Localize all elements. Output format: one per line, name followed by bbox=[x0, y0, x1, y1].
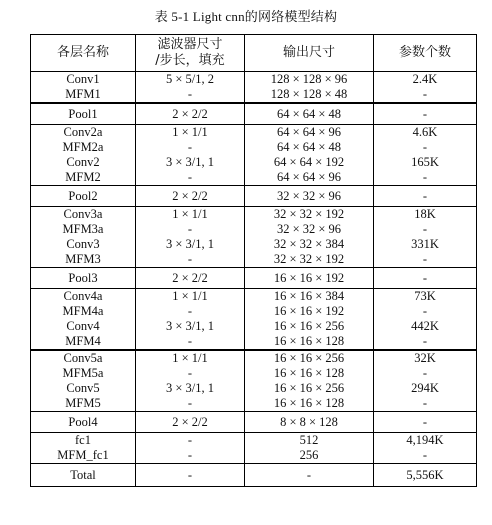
output-size-cell: 32 × 32 × 192 bbox=[245, 252, 374, 268]
row-group bbox=[31, 72, 477, 104]
filter-size-cell: - bbox=[136, 366, 245, 381]
output-size-cell: 64 × 64 × 96 bbox=[245, 125, 374, 141]
layer-name-cell: MFM4 bbox=[31, 334, 136, 350]
param-count-cell: - bbox=[374, 87, 477, 103]
header-layer-name: 各层名称 bbox=[31, 35, 136, 72]
param-count-cell: 4,194K bbox=[374, 433, 477, 449]
table-row bbox=[31, 319, 477, 334]
param-count-cell: - bbox=[374, 170, 477, 186]
param-count-cell: 18K bbox=[374, 207, 477, 223]
output-size-cell: 16 × 16 × 128 bbox=[245, 334, 374, 350]
param-count-cell: 5,556K bbox=[374, 464, 477, 487]
output-size-cell: 16 × 16 × 192 bbox=[245, 304, 374, 319]
param-count-cell: - bbox=[374, 366, 477, 381]
table-row bbox=[31, 396, 477, 412]
table-row bbox=[31, 350, 477, 366]
layer-name-cell: MFM2 bbox=[31, 170, 136, 186]
filter-size-cell: 2 × 2/2 bbox=[136, 103, 245, 125]
filter-size-cell: - bbox=[136, 448, 245, 464]
output-size-cell: 16 × 16 × 128 bbox=[245, 396, 374, 412]
table-row bbox=[31, 186, 477, 207]
table-row bbox=[31, 464, 477, 487]
row-group bbox=[31, 103, 477, 125]
table-row bbox=[31, 366, 477, 381]
output-size-cell: 512 bbox=[245, 433, 374, 449]
table-row bbox=[31, 237, 477, 252]
layer-name-cell: MFM4a bbox=[31, 304, 136, 319]
output-size-cell: 32 × 32 × 96 bbox=[245, 222, 374, 237]
filter-size-cell: - bbox=[136, 170, 245, 186]
row-group bbox=[31, 350, 477, 412]
row-group bbox=[31, 125, 477, 186]
filter-size-cell: - bbox=[136, 252, 245, 268]
layer-name-cell: MFM_fc1 bbox=[31, 448, 136, 464]
output-size-cell: 8 × 8 × 128 bbox=[245, 412, 374, 433]
param-count-cell: - bbox=[374, 140, 477, 155]
table-row bbox=[31, 412, 477, 433]
row-group bbox=[31, 268, 477, 289]
output-size-cell: 16 × 16 × 192 bbox=[245, 268, 374, 289]
param-count-cell: 165K bbox=[374, 155, 477, 170]
param-count-cell: - bbox=[374, 268, 477, 289]
network-structure-table bbox=[30, 34, 477, 487]
table-row bbox=[31, 155, 477, 170]
filter-size-cell: - bbox=[136, 87, 245, 103]
param-count-cell: 294K bbox=[374, 381, 477, 396]
table-row bbox=[31, 170, 477, 186]
param-count-cell: - bbox=[374, 304, 477, 319]
output-size-cell: 64 × 64 × 48 bbox=[245, 140, 374, 155]
table-row bbox=[31, 433, 477, 449]
table-row bbox=[31, 207, 477, 223]
param-count-cell: - bbox=[374, 412, 477, 433]
output-size-cell: 16 × 16 × 256 bbox=[245, 381, 374, 396]
table-caption: 表 5-1 Light cnn的网络模型结构 bbox=[154, 9, 338, 24]
layer-name-cell: Conv3 bbox=[31, 237, 136, 252]
output-size-cell: 16 × 16 × 384 bbox=[245, 289, 374, 305]
output-size-cell: 16 × 16 × 256 bbox=[245, 350, 374, 366]
layer-name-cell: MFM1 bbox=[31, 87, 136, 103]
filter-size-cell: - bbox=[136, 464, 245, 487]
param-count-cell: 331K bbox=[374, 237, 477, 252]
param-count-cell: - bbox=[374, 252, 477, 268]
table-row bbox=[31, 140, 477, 155]
header-filter-size: 滤波器尺寸 /步长，填充 bbox=[136, 35, 245, 72]
filter-size-cell: 3 × 3/1, 1 bbox=[136, 381, 245, 396]
table-row bbox=[31, 448, 477, 464]
filter-size-cell: - bbox=[136, 396, 245, 412]
output-size-cell: 32 × 32 × 384 bbox=[245, 237, 374, 252]
param-count-cell: - bbox=[374, 186, 477, 207]
param-count-cell: - bbox=[374, 396, 477, 412]
table-row bbox=[31, 268, 477, 289]
row-group bbox=[31, 464, 477, 487]
output-size-cell: 64 × 64 × 96 bbox=[245, 170, 374, 186]
output-size-cell: 256 bbox=[245, 448, 374, 464]
layer-name-cell: MFM2a bbox=[31, 140, 136, 155]
table-row bbox=[31, 252, 477, 268]
filter-size-cell: - bbox=[136, 140, 245, 155]
layer-name-cell: Pool2 bbox=[31, 186, 136, 207]
table-row bbox=[31, 381, 477, 396]
filter-size-cell: 2 × 2/2 bbox=[136, 412, 245, 433]
filter-size-cell: 5 × 5/1, 2 bbox=[136, 72, 245, 88]
output-size-cell: - bbox=[245, 464, 374, 487]
layer-name-cell: Conv4 bbox=[31, 319, 136, 334]
filter-size-cell: 1 × 1/1 bbox=[136, 350, 245, 366]
table-row bbox=[31, 304, 477, 319]
row-group bbox=[31, 186, 477, 207]
table-row bbox=[31, 103, 477, 125]
filter-size-cell: 3 × 3/1, 1 bbox=[136, 155, 245, 170]
param-count-cell: 4.6K bbox=[374, 125, 477, 141]
param-count-cell: - bbox=[374, 334, 477, 350]
filter-size-cell: - bbox=[136, 334, 245, 350]
filter-size-cell: 2 × 2/2 bbox=[136, 186, 245, 207]
row-group bbox=[31, 433, 477, 464]
filter-size-cell: 1 × 1/1 bbox=[136, 125, 245, 141]
layer-name-cell: MFM5 bbox=[31, 396, 136, 412]
table-row bbox=[31, 72, 477, 88]
layer-name-cell: Pool3 bbox=[31, 268, 136, 289]
layer-name-cell: Conv2a bbox=[31, 125, 136, 141]
filter-size-cell: - bbox=[136, 433, 245, 449]
layer-name-cell: Conv1 bbox=[31, 72, 136, 88]
output-size-cell: 64 × 64 × 192 bbox=[245, 155, 374, 170]
layer-name-cell: Total bbox=[31, 464, 136, 487]
output-size-cell: 128 × 128 × 96 bbox=[245, 72, 374, 88]
layer-name-cell: Conv2 bbox=[31, 155, 136, 170]
output-size-cell: 16 × 16 × 256 bbox=[245, 319, 374, 334]
layer-name-cell: Conv4a bbox=[31, 289, 136, 305]
row-group bbox=[31, 412, 477, 433]
row-group bbox=[31, 207, 477, 268]
filter-size-cell: 3 × 3/1, 1 bbox=[136, 237, 245, 252]
row-group bbox=[31, 289, 477, 351]
layer-name-cell: Conv3a bbox=[31, 207, 136, 223]
layer-name-cell: MFM3a bbox=[31, 222, 136, 237]
layer-name-cell: Pool4 bbox=[31, 412, 136, 433]
header-param-count: 参数个数 bbox=[374, 35, 477, 72]
param-count-cell: 73K bbox=[374, 289, 477, 305]
param-count-cell: 2.4K bbox=[374, 72, 477, 88]
table-row bbox=[31, 334, 477, 350]
output-size-cell: 16 × 16 × 128 bbox=[245, 366, 374, 381]
table-header bbox=[31, 35, 477, 72]
param-count-cell: - bbox=[374, 222, 477, 237]
filter-size-cell: 1 × 1/1 bbox=[136, 207, 245, 223]
param-count-cell: 442K bbox=[374, 319, 477, 334]
filter-size-cell: - bbox=[136, 304, 245, 319]
filter-size-cell: - bbox=[136, 222, 245, 237]
filter-size-cell: 2 × 2/2 bbox=[136, 268, 245, 289]
table-row bbox=[31, 289, 477, 305]
layer-name-cell: Pool1 bbox=[31, 103, 136, 125]
layer-name-cell: MFM5a bbox=[31, 366, 136, 381]
param-count-cell: - bbox=[374, 448, 477, 464]
output-size-cell: 32 × 32 × 192 bbox=[245, 207, 374, 223]
layer-name-cell: Conv5a bbox=[31, 350, 136, 366]
layer-name-cell: Conv5 bbox=[31, 381, 136, 396]
table-row bbox=[31, 87, 477, 103]
header-output-size: 输出尺寸 bbox=[245, 35, 374, 72]
layer-name-cell: MFM3 bbox=[31, 252, 136, 268]
param-count-cell: 32K bbox=[374, 350, 477, 366]
param-count-cell: - bbox=[374, 103, 477, 125]
output-size-cell: 128 × 128 × 48 bbox=[245, 87, 374, 103]
output-size-cell: 64 × 64 × 48 bbox=[245, 103, 374, 125]
filter-size-cell: 3 × 3/1, 1 bbox=[136, 319, 245, 334]
table-row bbox=[31, 125, 477, 141]
table-row bbox=[31, 222, 477, 237]
filter-size-cell: 1 × 1/1 bbox=[136, 289, 245, 305]
output-size-cell: 32 × 32 × 96 bbox=[245, 186, 374, 207]
layer-name-cell: fc1 bbox=[31, 433, 136, 449]
